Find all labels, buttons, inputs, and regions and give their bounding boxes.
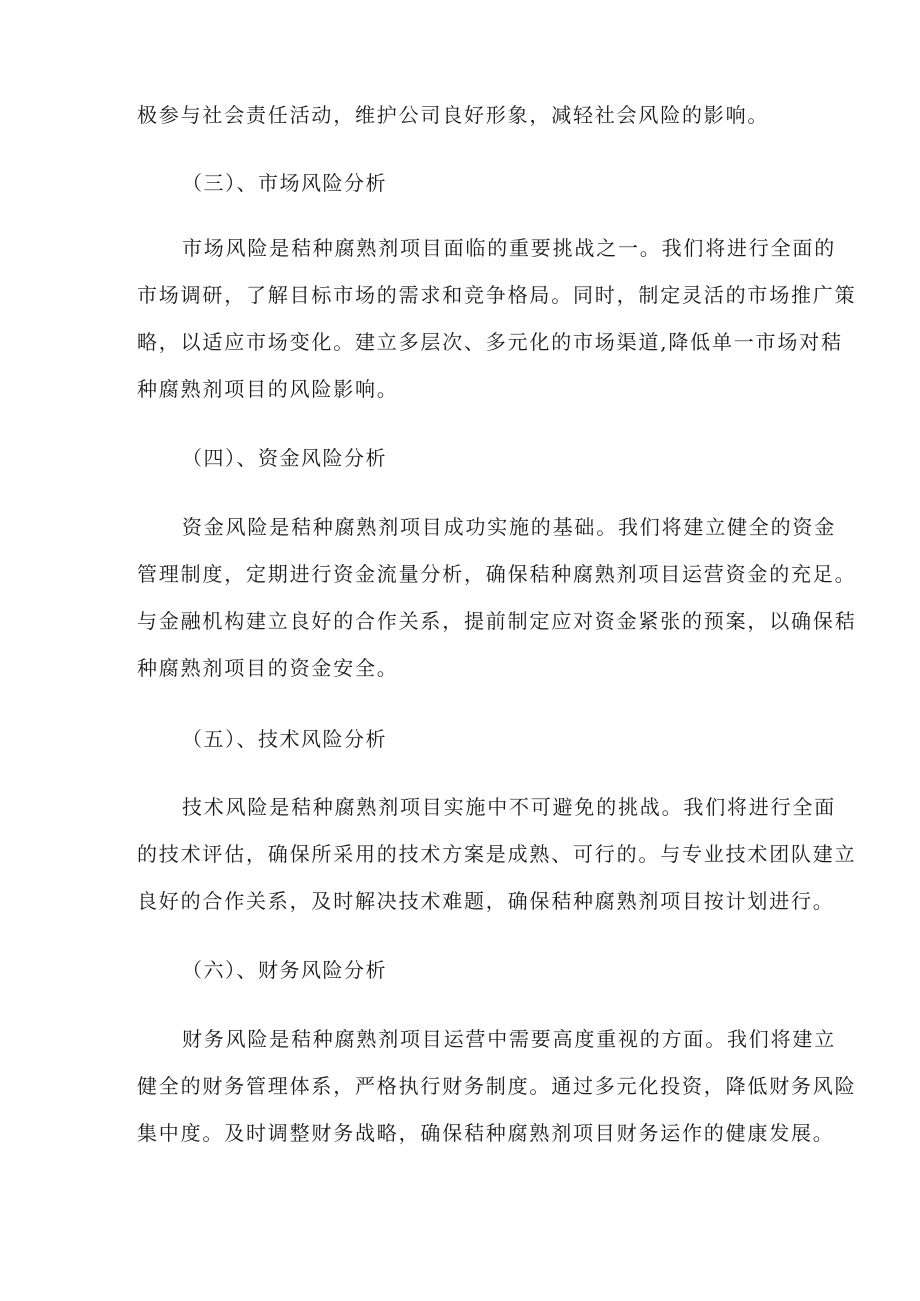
paragraph-line: 市场调研，了解目标市场的需求和竞争格局。同时，制定灵活的市场推广策 — [137, 283, 857, 307]
paragraph-line: 良好的合作关系，及时解决技术难题，确保秸种腐熟剂项目按计划进行。 — [137, 889, 835, 913]
section-heading-finance-risk: （六）、财务风险分析 — [182, 958, 387, 982]
paragraph-line: 种腐熟剂项目的风险影响。 — [137, 377, 399, 401]
paragraph-line: 极参与社会责任活动，维护公司良好形象，减轻社会风险的影响。 — [137, 103, 770, 127]
paragraph-line: 财务风险是秸种腐熟剂项目运营中需要高度重视的方面。我们将建立 — [182, 1027, 836, 1051]
section-heading-technology-risk: （五）、技术风险分析 — [182, 727, 387, 751]
paragraph-line: 健全的财务管理体系，严格执行财务制度。通过多元化投资，降低财务风险 — [137, 1074, 857, 1098]
paragraph-line: 与金融机构建立良好的合作关系，提前制定应对资金紧张的预案，以确保秸 — [137, 609, 857, 633]
paragraph-line: 略，以适应市场变化。建立多层次、多元化的市场渠道,降低单一市场对秸 — [137, 330, 843, 354]
paragraph-line: 集中度。及时调整财务战略，确保秸种腐熟剂项目财务运作的健康发展。 — [137, 1121, 835, 1145]
paragraph-line: 管理制度，定期进行资金流量分析，确保秸种腐熟剂项目运营资金的充足。 — [137, 562, 857, 586]
section-heading-market-risk: （三）、市场风险分析 — [182, 171, 387, 195]
paragraph-line: 种腐熟剂项目的资金安全。 — [137, 656, 399, 680]
paragraph-line: 技术风险是秸种腐熟剂项目实施中不可避免的挑战。我们将进行全面 — [182, 795, 836, 819]
paragraph-line: 市场风险是秸种腐熟剂项目面临的重要挑战之一。我们将进行全面的 — [182, 236, 836, 260]
paragraph-line: 的技术评估，确保所采用的技术方案是成熟、可行的。与专业技术团队建立 — [137, 842, 857, 866]
section-heading-capital-risk: （四）、资金风险分析 — [182, 446, 387, 470]
paragraph-line: 资金风险是秸种腐熟剂项目成功实施的基础。我们将建立健全的资金 — [182, 515, 836, 539]
